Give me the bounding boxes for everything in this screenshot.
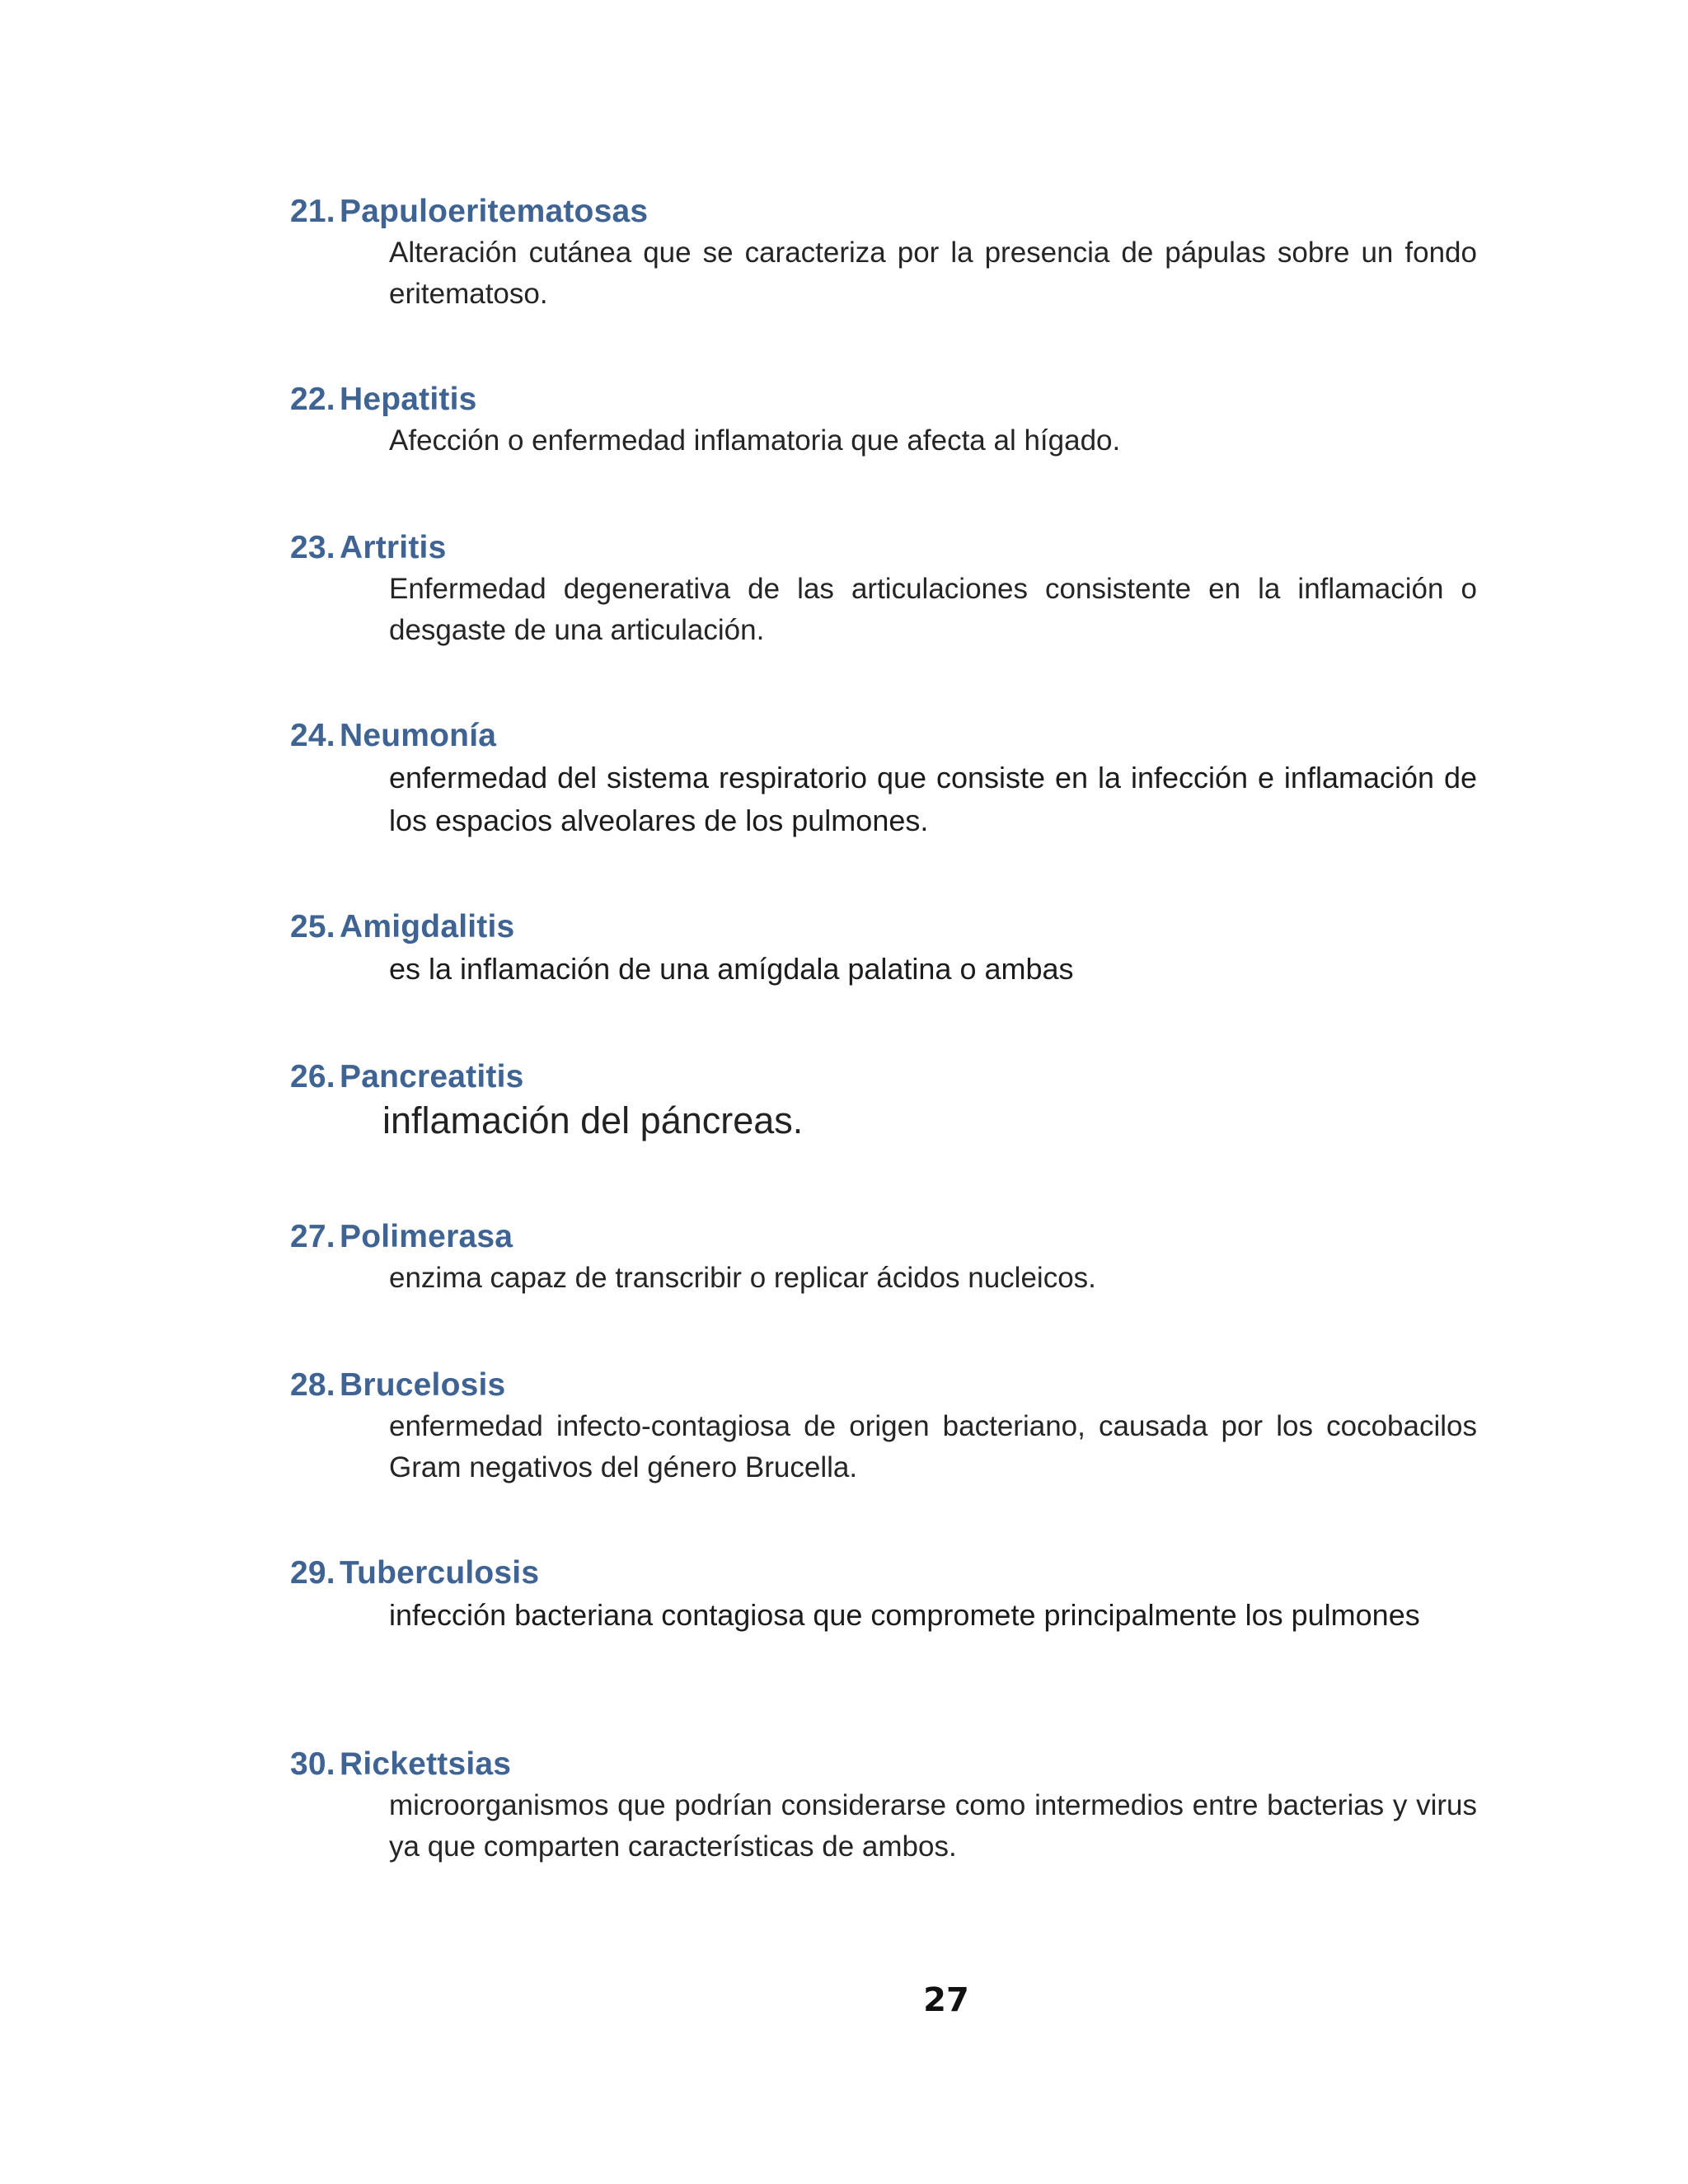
entry-number: 24. (290, 718, 335, 753)
entry-definition: Enfermedad degenerativa de las articulaciones consistente en la inflamación o desgaste de una articulación. (389, 573, 1477, 646)
entry-term: Tuberculosis (340, 1555, 540, 1591)
entry-heading (290, 1218, 1477, 1256)
entry-term: Neumonía (340, 718, 497, 753)
entry-definition: infección bacteriana contagiosa que compromete principalmente los pulmones (389, 1598, 1420, 1632)
entry-heading (290, 1746, 1477, 1783)
entry-heading (290, 1058, 1477, 1096)
entry-definition: Afección o enfermedad inflamatoria que afecta al hígado. (389, 424, 1121, 457)
glossary-entry-25 (290, 908, 1477, 991)
entry-number: 27. (290, 1219, 335, 1254)
entry-heading (290, 1554, 1477, 1592)
entry-term: Rickettsias (340, 1746, 512, 1782)
entry-heading (290, 529, 1477, 567)
entry-number: 21. (290, 194, 335, 229)
entry-number: 29. (290, 1555, 335, 1591)
entry-term: Polimerasa (340, 1219, 513, 1254)
entry-definition: inflamación del páncreas. (382, 1099, 804, 1141)
entry-definition: Alteración cutánea que se caracteriza por la presencia de pápulas sobre un fondo eritematoso. (389, 237, 1477, 310)
page-number: 27 (923, 1981, 969, 2019)
glossary-entry-30 (290, 1746, 1477, 1868)
entry-term: Brucelosis (340, 1367, 506, 1403)
glossary-entry-28 (290, 1366, 1477, 1488)
glossary-entry-21 (290, 193, 1477, 315)
entry-number: 28. (290, 1367, 335, 1403)
entry-heading (290, 717, 1477, 755)
entry-number: 23. (290, 530, 335, 565)
glossary-entry-22 (290, 381, 1477, 462)
entry-term: Pancreatitis (340, 1059, 524, 1094)
entry-number: 30. (290, 1746, 335, 1782)
entry-definition: es la inflamación de una amígdala palatina o ambas (389, 952, 1074, 986)
entry-term: Amigdalitis (340, 909, 515, 944)
entry-definition: microorganismos que podrían considerarse como intermedios entre bacterias y virus ya que comparten características de ambos. (389, 1789, 1477, 1863)
entry-definition: enfermedad infecto-contagiosa de origen bacteriano, causada por los cocobacilos Gram negativos del género Brucella. (389, 1410, 1477, 1483)
entry-heading (290, 381, 1477, 419)
entry-heading (290, 908, 1477, 946)
glossary-entry-29 (290, 1554, 1477, 1637)
entry-term: Artritis (340, 530, 447, 565)
entry-definition: enzima capaz de transcribir o replicar ácidos nucleicos. (389, 1262, 1096, 1294)
entry-definition: enfermedad del sistema respiratorio que consiste en la infección e inflamación de los espacios alveolares de los pulmones. (389, 761, 1477, 837)
glossary-entry-24 (290, 717, 1477, 842)
entry-number: 22. (290, 382, 335, 417)
glossary-entry-26 (290, 1058, 1477, 1144)
entry-number: 26. (290, 1059, 335, 1094)
entry-heading (290, 193, 1477, 231)
entry-heading (290, 1366, 1477, 1404)
entry-term: Papuloeritematosas (340, 194, 649, 229)
glossary-entry-23 (290, 529, 1477, 651)
glossary-entry-27 (290, 1218, 1477, 1299)
entry-term: Hepatitis (340, 382, 477, 417)
entry-number: 25. (290, 909, 335, 944)
